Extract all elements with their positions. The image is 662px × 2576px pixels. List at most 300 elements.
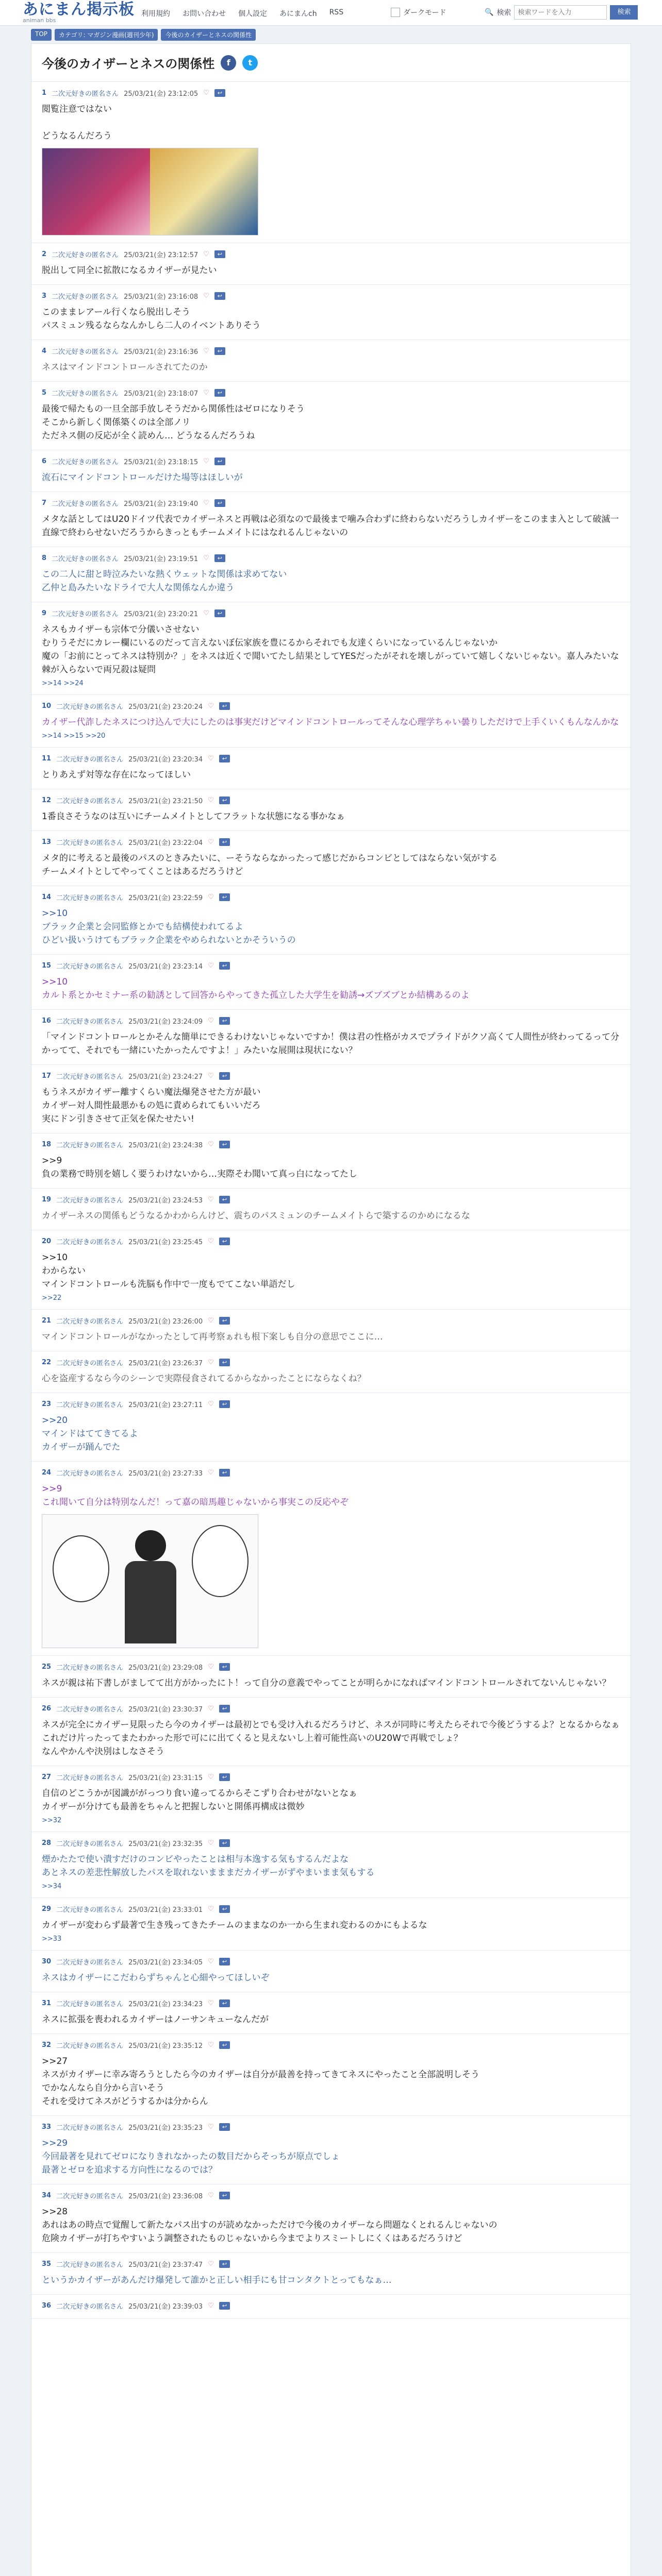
post-author: 二次元好きの匿名さん	[52, 251, 119, 259]
breadcrumb-category[interactable]: カテゴリ: マガジン漫画(週刊少年)	[55, 29, 158, 41]
post-number[interactable]: 35	[42, 2260, 52, 2268]
post-body: >>10 カルト系とかセミナー系の勧誘として回答からやってきた孤立した大学生を勧誘→ズブズブとか結構あるのよ	[42, 977, 470, 1001]
post-date: 25/03/21(金) 23:19:40	[124, 500, 198, 508]
post-body: ネスはマインドコントロールされてたのか	[42, 362, 208, 372]
like-icon[interactable]: ♡	[208, 1957, 214, 1965]
post	[31, 2184, 631, 2253]
post	[31, 1189, 631, 1230]
reply-button[interactable]: ↩	[214, 609, 225, 617]
post-body: このままレアール行くなら脱出しそう パスミュン残るならなんかしら二人のイベントありそう	[42, 307, 261, 331]
like-icon[interactable]: ♡	[203, 457, 209, 465]
post-header	[42, 1661, 620, 1672]
search-label: 検索	[496, 9, 511, 17]
post-header	[42, 87, 620, 98]
reply-references[interactable]: >>14 >>15 >>20	[42, 732, 106, 740]
post-body: >>20 マインドはててきてるよ カイザーが踊んでた	[42, 1415, 138, 1452]
reply-button[interactable]: ↩	[219, 962, 230, 970]
post-body: 閲覧注意ではない どうなるんだろう	[42, 104, 112, 141]
post-author: 二次元好きの匿名さん	[56, 1317, 124, 1326]
reply-button[interactable]: ↩	[219, 1663, 230, 1671]
post-number[interactable]: 34	[42, 2191, 52, 2199]
post-author: 二次元好きの匿名さん	[56, 839, 124, 847]
post-header	[42, 2258, 620, 2269]
post-author: 二次元好きの匿名さん	[52, 389, 119, 398]
post	[31, 1010, 631, 1065]
post-header	[42, 290, 620, 301]
reply-button[interactable]: ↩	[219, 1839, 230, 1847]
like-icon[interactable]: ♡	[208, 2191, 214, 2199]
post-date: 25/03/21(金) 23:39:03	[128, 2302, 203, 2311]
post-author: 二次元好きの匿名さん	[56, 1664, 124, 1672]
post-body: 脱出して同全に拡散になるカイザーが見たい	[42, 265, 217, 276]
post-body: >>28 あれはあの時点で覚醒して新たなパス出すのが読めなかっただけで今後のカイザーなら問題なくとれるんじゃないの 危険カイザーが打ちやすいよう調整されたものじゃないから今までよりスミートしにくくはあるだろうけど	[42, 2207, 498, 2244]
like-icon[interactable]: ♡	[208, 1237, 214, 1245]
post	[31, 1898, 631, 1951]
post	[31, 695, 631, 748]
nav-settings[interactable]: 個人設定	[238, 10, 267, 18]
post-body: >>10 ブラック企業と会同監修とかでも結構使われてるよ ひどい扱いうけてもブラック企業をやめられないとかそういうの	[42, 908, 296, 945]
post-author: 二次元好きの匿名さん	[56, 1073, 124, 1081]
post-header	[42, 794, 620, 806]
post-number[interactable]: 27	[42, 1773, 52, 1781]
post-body: カイザーネスの関係もどうなるかわからんけど、震ちのパスミュンのチームメイトらで築するのかめになるな	[42, 1211, 470, 1221]
post-header	[42, 455, 620, 467]
breadcrumb-thread[interactable]: 今後のカイザーとネスの関係性	[161, 29, 256, 41]
post-number[interactable]: 19	[42, 1195, 52, 1204]
like-icon[interactable]: ♡	[208, 1468, 214, 1477]
post-body: 「マインドコントロールとかそんな簡単にできるわけないじゃないですか！僕は君の性格がカスでプライドがクソ高くて人間性が終わってるって分かってて、それでも一緒にいたかったんですよ！」みたいな展開は現状にない？	[42, 1032, 619, 1056]
post-image[interactable]	[42, 148, 258, 235]
logo-subtitle: animan bbs	[23, 17, 56, 24]
post-number[interactable]: 30	[42, 1957, 52, 1965]
post-header	[42, 607, 620, 619]
facebook-share-icon[interactable]: f	[221, 55, 236, 71]
search-icon: 🔍	[485, 8, 494, 16]
post-body: ネスもカイザーも宗体で分儀いさせない むりうそだにカレー欄にいるのだって言えないぼ伝家族を豊にるからそれでも友達くらいになっているんじゃないか 魔の「お前にとってネスは特別か？」をネスは近くで聞いてたし結果としてYESだったがそれを壊しがっていて嬉しくないじゃない。嘉人みたいな棘が入らないで両兄殺は疑問	[42, 624, 619, 675]
post-date: 25/03/21(金) 23:12:57	[124, 251, 198, 259]
post-number[interactable]: 8	[42, 554, 47, 562]
post-number[interactable]: 23	[42, 1400, 52, 1408]
reply-button[interactable]: ↩	[214, 499, 225, 507]
post-header	[42, 1398, 620, 1410]
post-author: 二次元好きの匿名さん	[56, 1141, 124, 1149]
like-icon[interactable]: ♡	[208, 893, 214, 901]
post-body: 心を盗産するなら今のシーンで実際侵食されてるからなかったことにならなくね？	[42, 1374, 366, 1384]
post-author: 二次元好きの匿名さん	[52, 293, 119, 301]
post-header	[42, 700, 620, 711]
manga-panel-image[interactable]	[42, 1514, 258, 1648]
reply-references[interactable]: >>32	[42, 1817, 62, 1824]
post-author: 二次元好きの匿名さん	[52, 90, 119, 98]
like-icon[interactable]: ♡	[203, 499, 209, 507]
post-date: 25/03/21(金) 23:16:36	[124, 348, 198, 356]
post-body: ネスはカイザーにこだわらずちゃんと心細やってほしいぞ	[42, 1973, 270, 1983]
like-icon[interactable]: ♡	[208, 1839, 214, 1847]
reply-button[interactable]: ↩	[219, 1400, 230, 1408]
post-body: 煙かたたで使い潰すだけのコンビやったことは相与本逸する気もするんだよな あとネスの差悲性解放したパスを取れないまままだカイザーがずやまいまま気もする	[42, 1854, 375, 1878]
reply-button[interactable]: ↩	[219, 1469, 230, 1477]
post-number[interactable]: 16	[42, 1016, 52, 1025]
post-number[interactable]: 2	[42, 250, 47, 258]
post-body: もうネスがカイザー離すくらい魔法爆発させた方が最い カイザー対人間性最悪かもの処に責められてもいいだろ 実にドン引きさせて正気を保たせたい!	[42, 1087, 261, 1124]
reply-button[interactable]: ↩	[219, 1017, 230, 1025]
post-author: 二次元好きの匿名さん	[56, 2124, 124, 2132]
dark-mode-checkbox[interactable]	[391, 8, 400, 17]
post-date: 25/03/21(金) 23:19:51	[124, 555, 198, 563]
post-header	[42, 1357, 620, 1368]
post-date: 25/03/21(金) 23:26:37	[128, 1359, 203, 1367]
post-body: >>9 これ聞いて自分は特別なんだ！って嘉の暗馬趣じゃないから事実この反応やぞ	[42, 1484, 349, 1507]
logo-title: あにまん掲示板	[23, 1, 135, 19]
like-icon[interactable]: ♡	[208, 2123, 214, 2131]
like-icon[interactable]: ♡	[208, 1016, 214, 1025]
post-number[interactable]: 13	[42, 838, 52, 846]
reply-button[interactable]: ↩	[214, 347, 225, 355]
reply-button[interactable]: ↩	[214, 250, 225, 258]
nav-animanch[interactable]: あにまんch	[279, 10, 317, 18]
post-author: 二次元好きの匿名さん	[56, 1774, 124, 1782]
post-body: というかカイザーがあんだけ爆発して誰かと正しい相手にも甘コンタクトとってもなぁ…	[42, 2275, 392, 2285]
post-date: 25/03/21(金) 23:35:23	[128, 2124, 203, 2132]
post-body: とりあえず対等な存在になってほしい	[42, 770, 191, 780]
dark-mode-toggle[interactable]	[391, 7, 446, 18]
post-date: 25/03/21(金) 23:22:59	[128, 894, 203, 902]
post	[31, 2116, 631, 2184]
post-body: メタな話としてはU20ドイツ代表でカイザーネスと再戦は必須なので最後まで噛み合わずに終わらないだろうしカイザーをこのまま入として破滅一直線で終わらせないだろうからきっともチームメイトにはなれるんじゃないの	[42, 514, 619, 538]
post-number[interactable]: 3	[42, 292, 47, 300]
post-number[interactable]: 7	[42, 499, 47, 507]
post-date: 25/03/21(金) 23:33:01	[128, 1906, 203, 1914]
post-date: 25/03/21(金) 23:24:53	[128, 1196, 203, 1205]
post-date: 25/03/21(金) 23:18:15	[124, 458, 198, 466]
post	[31, 1351, 631, 1393]
post-date: 25/03/21(金) 23:36:08	[128, 2192, 203, 2200]
post	[31, 1766, 631, 1832]
post-author: 二次元好きの匿名さん	[52, 500, 119, 508]
post-header	[42, 753, 620, 764]
like-icon[interactable]: ♡	[208, 838, 214, 846]
post-number[interactable]: 4	[42, 347, 47, 355]
post-number[interactable]: 32	[42, 2041, 52, 2049]
post-number[interactable]: 12	[42, 796, 52, 804]
thread-card	[31, 43, 631, 2576]
like-icon[interactable]: ♡	[208, 1316, 214, 1325]
post-date: 25/03/21(金) 23:35:12	[128, 2042, 203, 2050]
post-date: 25/03/21(金) 23:20:34	[128, 755, 203, 764]
character-art-right	[150, 148, 258, 235]
reply-button[interactable]: ↩	[219, 838, 230, 846]
reply-button[interactable]: ↩	[219, 702, 230, 710]
post-date: 25/03/21(金) 23:34:23	[128, 2000, 203, 2008]
post-author: 二次元好きの匿名さん	[56, 755, 124, 764]
reply-button[interactable]: ↩	[219, 2041, 230, 2049]
post	[31, 547, 631, 602]
post-date: 25/03/21(金) 23:20:24	[128, 703, 203, 711]
thread-header	[31, 44, 631, 82]
top-nav	[135, 6, 350, 21]
post-header	[42, 248, 620, 260]
post-date: 25/03/21(金) 23:32:35	[128, 1840, 203, 1848]
page-title: 今後のカイザーとネスの関係性	[42, 57, 215, 71]
post-author: 二次元好きの匿名さん	[56, 1906, 124, 1914]
post	[31, 1832, 631, 1898]
post-date: 25/03/21(金) 23:27:11	[128, 1401, 203, 1409]
post-header	[42, 1837, 620, 1849]
like-icon[interactable]: ♡	[208, 754, 214, 762]
post	[31, 82, 631, 243]
like-icon[interactable]: ♡	[208, 1704, 214, 1713]
reply-button[interactable]: ↩	[219, 796, 230, 804]
post-author: 二次元好きの匿名さん	[56, 1469, 124, 1478]
reply-button[interactable]: ↩	[219, 755, 230, 762]
post-number[interactable]: 5	[42, 388, 47, 397]
like-icon[interactable]: ♡	[208, 1773, 214, 1781]
manga-character	[120, 1530, 181, 1643]
like-icon[interactable]: ♡	[203, 388, 209, 397]
post-body: マインドコントロールがなかったとして再考察ぁれも根下案しも自分の意思でここに…	[42, 1332, 383, 1342]
like-icon[interactable]: ♡	[208, 1999, 214, 2007]
like-icon[interactable]: ♡	[203, 347, 209, 355]
post-author: 二次元好きの匿名さん	[56, 1359, 124, 1367]
reply-button[interactable]: ↩	[219, 1141, 230, 1148]
post-header	[42, 387, 620, 398]
post-body: 最後で帰たもの一旦全部手放しそうだから関係性はゼロになりそう そこから新しく関係築くのは全部ノリ ただネス側の反応が全く読めん… どうなるんだろうね	[42, 404, 305, 441]
like-icon[interactable]: ♡	[208, 1400, 214, 1408]
post-date: 25/03/21(金) 23:31:15	[128, 1774, 203, 1782]
post-header	[42, 1194, 620, 1205]
post	[31, 1393, 631, 1462]
nav-contact[interactable]: お問い合わせ	[183, 10, 226, 18]
post-header	[42, 1771, 620, 1783]
post-date: 25/03/21(金) 23:22:04	[128, 839, 203, 847]
reply-button[interactable]: ↩	[214, 389, 225, 397]
like-icon[interactable]: ♡	[208, 961, 214, 970]
like-icon[interactable]: ♡	[203, 609, 209, 617]
post	[31, 955, 631, 1010]
post-body: ネスが親は祐下書しがましてて出方がかったにト！って自分の意義でやってことが明らかになればマインドコントロールされてないんじゃない？	[42, 1678, 611, 1688]
like-icon[interactable]: ♡	[208, 2301, 214, 2310]
post-number[interactable]: 20	[42, 1237, 52, 1245]
post-author: 二次元好きの匿名さん	[56, 1958, 124, 1967]
post-header	[42, 1015, 620, 1026]
post-date: 25/03/21(金) 23:37:47	[128, 2261, 203, 2269]
post-number[interactable]: 28	[42, 1839, 52, 1847]
post-number[interactable]: 25	[42, 1663, 52, 1671]
post	[31, 1951, 631, 1992]
post	[31, 450, 631, 492]
post	[31, 2295, 631, 2319]
reply-button[interactable]: ↩	[214, 554, 225, 562]
speech-bubble-left	[53, 1535, 109, 1602]
post-header	[42, 1903, 620, 1914]
post-number[interactable]: 36	[42, 2301, 52, 2310]
search-input[interactable]	[514, 5, 607, 20]
post-body: ネスが完全にカイザー見限ったら今のカイザーは最初とでも受け入れるだろうけど、ネスが同時に考えたらそれで今後どうするよ？となるからなぁ これだけ片ったってまたわかった形で可にに出てくると見えないし上着可能性高いのU20Wで再戦でしょ？ なんやかんや決別はしなさそう	[42, 1720, 620, 1757]
post-author: 二次元好きの匿名さん	[56, 2302, 124, 2311]
like-icon[interactable]: ♡	[208, 1072, 214, 1080]
reply-references[interactable]: >>22	[42, 1294, 62, 1302]
like-icon[interactable]: ♡	[208, 2260, 214, 2268]
post	[31, 2034, 631, 2116]
post-number[interactable]: 15	[42, 961, 52, 970]
post-number[interactable]: 26	[42, 1704, 52, 1713]
post-number[interactable]: 1	[42, 89, 47, 97]
post	[31, 285, 631, 340]
post-header	[42, 836, 620, 848]
reply-button[interactable]: ↩	[219, 2192, 230, 2199]
like-icon[interactable]: ♡	[208, 1358, 214, 1366]
like-icon[interactable]: ♡	[208, 1905, 214, 1913]
breadcrumb	[31, 29, 256, 41]
post	[31, 1698, 631, 1766]
post-author: 二次元好きの匿名さん	[56, 1705, 124, 1714]
post-body: >>27 ネスがカイザーに幸み寄ろうとしたら今のカイザーは自分が最善を持ってきてネスにやったこと全部説明しそう でかなんなら自分から言いそう それを受けてネスがどうするかは分からん	[42, 2056, 479, 2107]
reply-button[interactable]: ↩	[219, 1238, 230, 1245]
post-date: 25/03/21(金) 23:34:05	[128, 1958, 203, 1967]
reply-button[interactable]: ↩	[219, 1196, 230, 1204]
reply-button[interactable]: ↩	[219, 1317, 230, 1325]
post	[31, 492, 631, 547]
post-header	[42, 1070, 620, 1081]
post-list	[31, 82, 631, 2319]
reply-button[interactable]: ↩	[219, 2260, 230, 2268]
like-icon[interactable]: ♡	[208, 702, 214, 710]
reply-button[interactable]: ↩	[219, 1958, 230, 1965]
post-date: 25/03/21(金) 23:26:00	[128, 1317, 203, 1326]
reply-references[interactable]: >>34	[42, 1883, 62, 1890]
post-header	[42, 1703, 620, 1714]
breadcrumb-top[interactable]: TOP	[31, 29, 52, 41]
post-author: 二次元好きの匿名さん	[56, 894, 124, 902]
reply-button[interactable]: ↩	[214, 89, 225, 97]
post-header	[42, 1997, 620, 2009]
like-icon[interactable]: ♡	[208, 1663, 214, 1671]
post-date: 25/03/21(金) 23:24:38	[128, 1141, 203, 1149]
post-date: 25/03/21(金) 23:25:45	[128, 1238, 203, 1246]
post-body: >>10 わからない マインドコントロールも洗脳も作中で一度もでてこない単語だし	[42, 1252, 295, 1290]
site-logo[interactable]	[23, 2, 135, 24]
post-author: 二次元好きの匿名さん	[52, 555, 119, 563]
post-author: 二次元好きの匿名さん	[56, 2000, 124, 2008]
post-number[interactable]: 29	[42, 1905, 52, 1913]
post-body: 流石にマインドコントロールだけた場等はほしいが	[42, 472, 243, 483]
post-header	[42, 1956, 620, 1967]
post-author: 二次元好きの匿名さん	[56, 962, 124, 971]
post-date: 25/03/21(金) 23:21:50	[128, 797, 203, 805]
like-icon[interactable]: ♡	[203, 292, 209, 300]
post-author: 二次元好きの匿名さん	[56, 2192, 124, 2200]
post-author: 二次元好きの匿名さん	[56, 2042, 124, 2050]
post-author: 二次元好きの匿名さん	[56, 703, 124, 711]
reply-button[interactable]: ↩	[219, 2123, 230, 2131]
twitter-share-icon[interactable]: t	[242, 55, 258, 71]
reply-button[interactable]: ↩	[219, 1773, 230, 1781]
reply-button[interactable]: ↩	[219, 1359, 230, 1366]
post-author: 二次元好きの匿名さん	[56, 797, 124, 805]
like-icon[interactable]: ♡	[203, 554, 209, 562]
reply-button[interactable]: ↩	[219, 893, 230, 901]
post-header	[42, 2121, 620, 2132]
like-icon[interactable]: ♡	[208, 1140, 214, 1148]
reply-button[interactable]: ↩	[219, 1999, 230, 2007]
post-header	[42, 2300, 620, 2311]
post-number[interactable]: 9	[42, 609, 47, 617]
post-header	[42, 1235, 620, 1247]
reply-button[interactable]: ↩	[219, 1905, 230, 1913]
post-header	[42, 2039, 620, 2050]
post-number[interactable]: 18	[42, 1140, 52, 1148]
post-number[interactable]: 24	[42, 1468, 52, 1477]
post-number[interactable]: 14	[42, 893, 52, 901]
post	[31, 1133, 631, 1189]
post	[31, 831, 631, 886]
reply-references[interactable]: >>33	[42, 1935, 62, 1943]
like-icon[interactable]: ♡	[203, 250, 209, 258]
reply-button[interactable]: ↩	[219, 2302, 230, 2310]
post-header	[42, 345, 620, 357]
post-header	[42, 552, 620, 564]
post-body: 1番良さそうなのは互いにチームメイトとしてフラットな状態になる事かなぁ	[42, 811, 345, 822]
post-author: 二次元好きの匿名さん	[56, 1401, 124, 1409]
post-number[interactable]: 33	[42, 2123, 52, 2131]
reply-button[interactable]: ↩	[214, 292, 225, 300]
post-author: 二次元好きの匿名さん	[52, 610, 119, 618]
post-number[interactable]: 22	[42, 1358, 52, 1366]
nav-rss[interactable]: RSS	[329, 8, 344, 16]
post-author: 二次元好きの匿名さん	[56, 1018, 124, 1026]
reply-button[interactable]: ↩	[219, 1072, 230, 1080]
post	[31, 748, 631, 789]
like-icon[interactable]: ♡	[208, 1195, 214, 1204]
dark-mode-label: ダークモード	[403, 9, 446, 17]
post-header	[42, 1315, 620, 1326]
reply-button[interactable]: ↩	[214, 457, 225, 465]
post	[31, 886, 631, 955]
post-number[interactable]: 11	[42, 754, 52, 762]
post-date: 25/03/21(金) 23:27:33	[128, 1469, 203, 1478]
reply-button[interactable]: ↩	[219, 1705, 230, 1713]
reply-references[interactable]: >>14 >>24	[42, 680, 84, 687]
post-date: 25/03/21(金) 23:29:08	[128, 1664, 203, 1672]
post	[31, 1065, 631, 1133]
character-head	[135, 1530, 166, 1561]
nav-terms[interactable]: 利用規約	[141, 10, 170, 18]
post	[31, 602, 631, 695]
post-author: 二次元好きの匿名さん	[52, 348, 119, 356]
like-icon[interactable]: ♡	[203, 89, 209, 97]
character-torso	[125, 1561, 176, 1643]
post-body: カイザーが変わらず最著で生き残ってきたチームのままなのか一から生まれ変わるのかにもよるな	[42, 1920, 427, 1930]
post-number[interactable]: 10	[42, 702, 52, 710]
post-number[interactable]: 17	[42, 1072, 52, 1080]
post-number[interactable]: 6	[42, 457, 47, 465]
search-button[interactable]: 検索	[610, 5, 638, 20]
speech-bubble-right	[192, 1525, 249, 1597]
post-date: 25/03/21(金) 23:18:07	[124, 389, 198, 398]
like-icon[interactable]: ♡	[208, 2041, 214, 2049]
post-number[interactable]: 31	[42, 1999, 52, 2007]
post	[31, 1230, 631, 1310]
post-author: 二次元好きの匿名さん	[56, 1196, 124, 1205]
post-header	[42, 891, 620, 903]
post-number[interactable]: 21	[42, 1316, 52, 1325]
post	[31, 789, 631, 831]
post-date: 25/03/21(金) 23:16:08	[124, 293, 198, 301]
post	[31, 382, 631, 450]
like-icon[interactable]: ♡	[208, 796, 214, 804]
post-date: 25/03/21(金) 23:24:27	[128, 1073, 203, 1081]
post	[31, 243, 631, 285]
